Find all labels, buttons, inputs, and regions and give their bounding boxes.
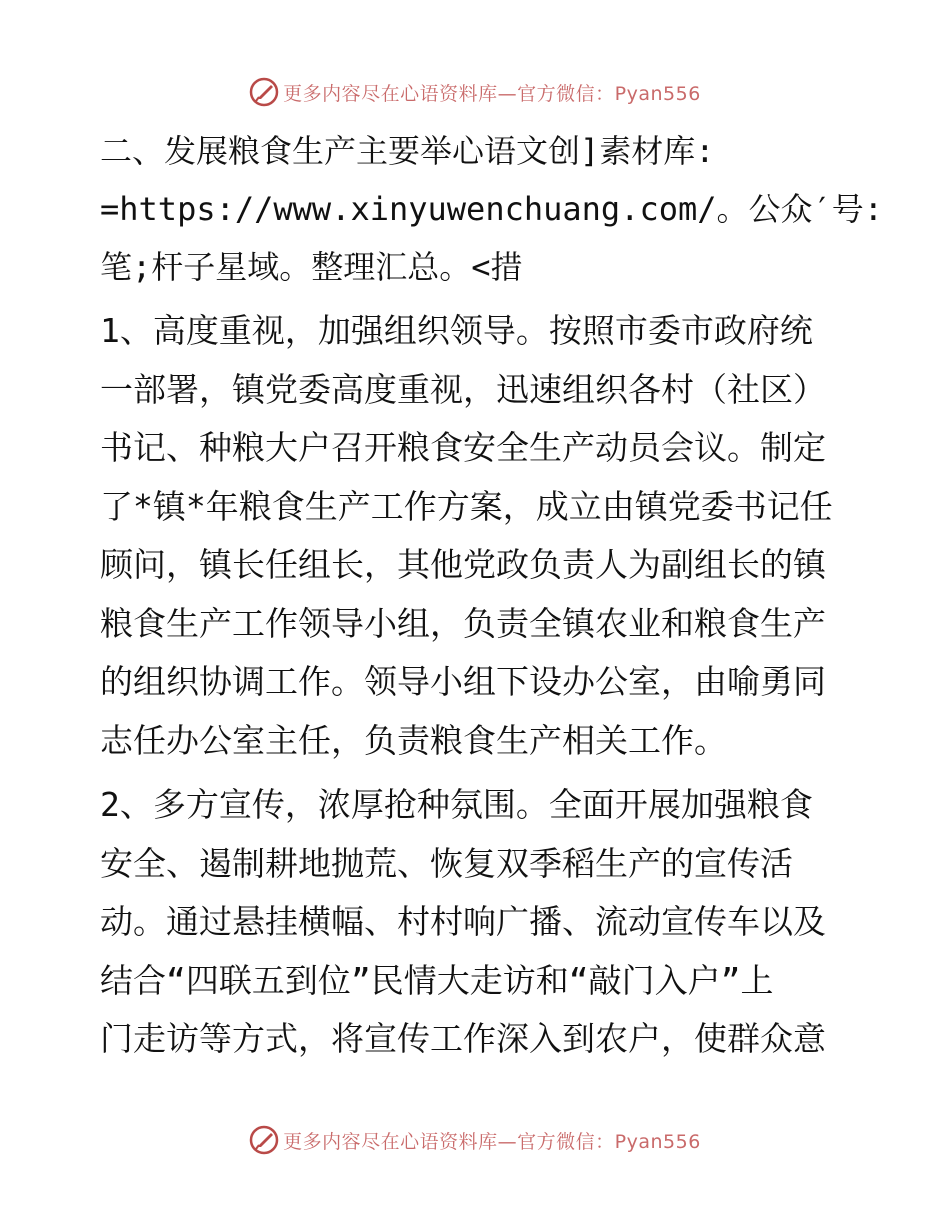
- paragraph-line: 2、多方宣传，浓厚抢种氛围。全面开展加强粮食: [100, 785, 813, 824]
- paragraph-2: [100, 776, 860, 1069]
- paragraph-line: 志任办公室主任，负责粮食生产相关工作。: [100, 720, 727, 760]
- paragraph-line: 安全、遏制耕地抛荒、恢复双季稻生产的宣传活: [100, 843, 793, 883]
- quill-logo-icon: [249, 1125, 279, 1155]
- heading-line: 笔;杆子星域。整理汇总。<措: [100, 248, 523, 286]
- paragraph-line: 门走访等方式，将宣传工作深入到农户，使群众意: [100, 1019, 826, 1058]
- heading-line: =https://www.xinyuwenchuang.com/。公众′号:: [100, 190, 884, 228]
- paragraph-line: 的组织协调工作。领导小组下设办公室，由喻勇同: [100, 662, 826, 701]
- section-heading: [100, 122, 884, 296]
- footer-watermark-text: 更多内容尽在心语资料库—官方微信：Pyan556: [283, 1130, 701, 1153]
- paragraph-line: 一部署，镇党委高度重视，迅速组织各村（社区）: [100, 369, 826, 409]
- paragraph-1: [100, 302, 860, 770]
- paragraph-line: 结合“四联五到位”民情大走访和“敲门入户”上: [100, 960, 774, 1000]
- paragraph-line: 书记、种粮大户召开粮食安全生产动员会议。制定: [100, 428, 826, 467]
- paragraph-line: 了*镇*年粮食生产工作方案，成立由镇党委书记任: [100, 486, 833, 526]
- document-body: [100, 122, 884, 1075]
- paragraph-line: 粮食生产工作领导小组，负责全镇农业和粮食生产: [100, 603, 826, 643]
- paragraph-line: 动。通过悬挂横幅、村村响广播、流动宣传车以及: [100, 902, 826, 941]
- header-watermark-banner: [0, 72, 950, 112]
- header-watermark-text: 更多内容尽在心语资料库—官方微信：Pyan556: [283, 82, 701, 105]
- quill-logo-icon: [249, 77, 279, 107]
- paragraph-line: 1、高度重视，加强组织领导。按照市委市政府统: [100, 311, 813, 350]
- paragraph-line: 顾问，镇长任组长，其他党政负责人为副组长的镇: [100, 545, 826, 584]
- heading-line: 二、发展粮食生产主要举心语文创]素材库:: [100, 132, 715, 170]
- footer-watermark-banner: [0, 1120, 950, 1160]
